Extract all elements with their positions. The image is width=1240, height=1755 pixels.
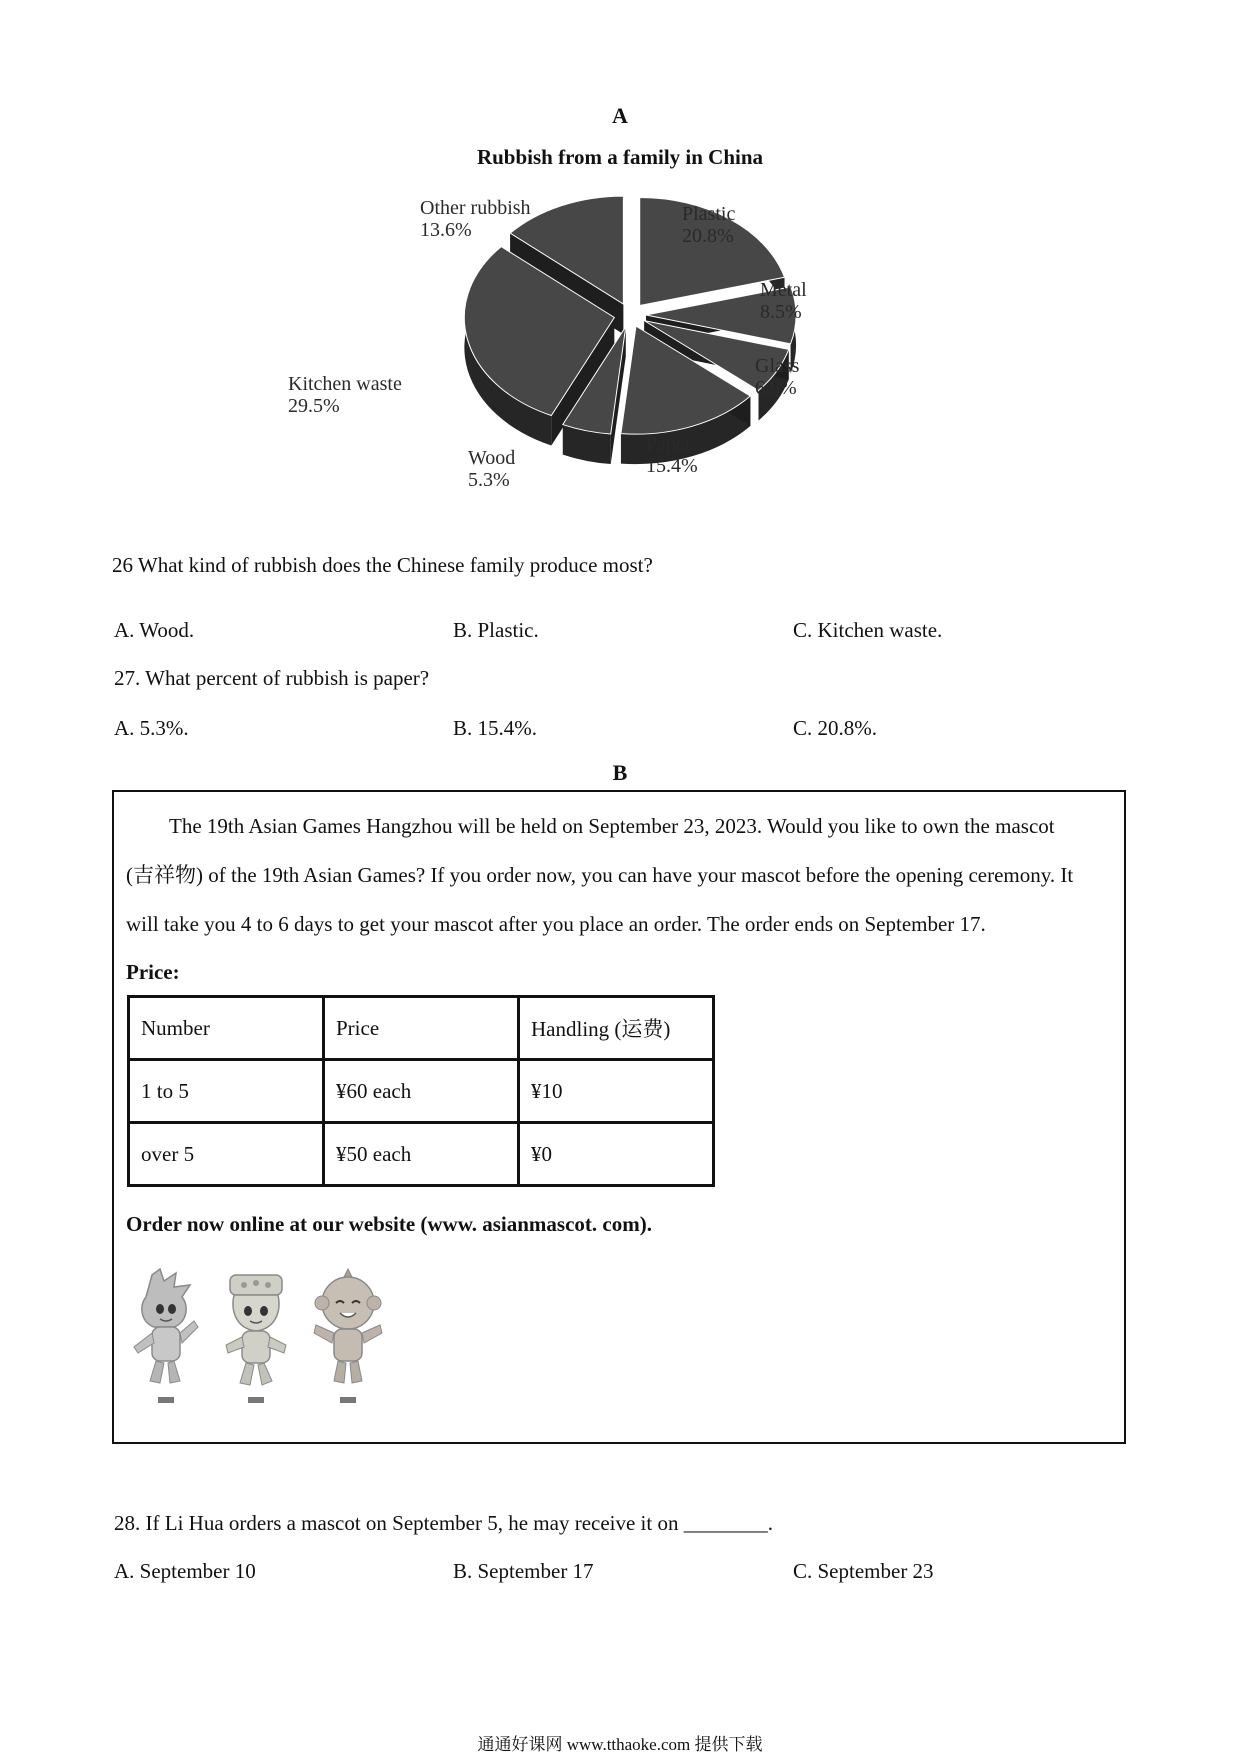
slice-label-metal: Metal	[760, 279, 807, 301]
q27-option-c[interactable]: C. 20.8%.	[793, 716, 877, 740]
header-price: Price	[324, 997, 519, 1060]
table-row	[129, 1060, 714, 1123]
advertisement-box	[112, 790, 1126, 1444]
cell-price: ¥50 each	[324, 1123, 519, 1186]
slice-label-wood: Wood	[468, 447, 516, 469]
cell-price: ¥60 each	[324, 1060, 519, 1123]
section-a-letter: A	[612, 103, 628, 128]
mascot-image-2	[226, 1275, 286, 1403]
pie-chart	[288, 190, 940, 540]
slice-label-kitchen-waste: Kitchen waste	[288, 373, 402, 395]
passage-line-3: will take you 4 to 6 days to get your mascot after you place an order. The order ends on September 17.	[126, 912, 986, 936]
slice-label-other-rubbish: Other rubbish	[420, 197, 531, 219]
table-header-row	[129, 997, 714, 1060]
slice-value-paper: 15.4%	[646, 455, 698, 477]
price-table	[127, 995, 715, 1187]
mascot-image-1	[134, 1269, 198, 1403]
header-number: Number	[129, 997, 324, 1060]
passage-line-1: The 19th Asian Games Hangzhou will be held on September 23, 2023. Would you like to own the mascot	[169, 814, 1055, 838]
slice-value-metal: 8.5%	[760, 301, 802, 323]
chart-title: Rubbish from a family in China	[476, 145, 764, 169]
table-row	[129, 1123, 714, 1186]
slice-value-plastic: 20.8%	[682, 225, 734, 247]
q26-option-a[interactable]: A. Wood.	[114, 618, 195, 642]
order-line: Order now online at our website (www. asianmascot. com).	[126, 1212, 652, 1236]
section-b-letter: B	[612, 760, 628, 785]
slice-label-paper: Paper	[646, 433, 692, 455]
slice-value-wood: 5.3%	[468, 469, 510, 491]
slice-label-glass: Glass	[755, 355, 800, 377]
q26-option-c[interactable]: C. Kitchen waste.	[793, 618, 943, 642]
q26-option-b[interactable]: B. Plastic.	[453, 618, 539, 642]
question-26: 26 What kind of rubbish does the Chinese family produce most?	[112, 553, 653, 577]
cell-number: 1 to 5	[129, 1060, 324, 1123]
price-heading: Price:	[126, 960, 180, 984]
cell-number: over 5	[129, 1123, 324, 1186]
header-handling: Handling (运费)	[519, 997, 714, 1060]
cell-handling: ¥10	[519, 1060, 714, 1123]
passage-line-2: (吉祥物) of the 19th Asian Games? If you order now, you can have your mascot before the opening ceremony. It	[126, 863, 1074, 887]
q27-option-a[interactable]: A. 5.3%.	[114, 716, 189, 740]
q28-option-a[interactable]: A. September 10	[114, 1559, 256, 1583]
q27-option-b[interactable]: B. 15.4%.	[453, 716, 537, 740]
q28-option-c[interactable]: C. September 23	[793, 1559, 934, 1583]
mascot-image-3	[314, 1269, 382, 1403]
q28-option-b[interactable]: B. September 17	[453, 1559, 594, 1583]
mascot-images	[124, 1267, 414, 1417]
slice-value-kitchen-waste: 29.5%	[288, 395, 340, 417]
slice-value-other-rubbish: 13.6%	[420, 219, 472, 241]
question-28: 28. If Li Hua orders a mascot on September 5, he may receive it on ________.	[114, 1511, 773, 1535]
cell-handling: ¥0	[519, 1123, 714, 1186]
question-27: 27. What percent of rubbish is paper?	[114, 666, 430, 690]
slice-label-plastic: Plastic	[682, 203, 736, 225]
slice-value-glass: 6.9%	[755, 377, 797, 399]
page-footer: 通通好课网 www.tthaoke.com 提供下载	[477, 1735, 763, 1754]
